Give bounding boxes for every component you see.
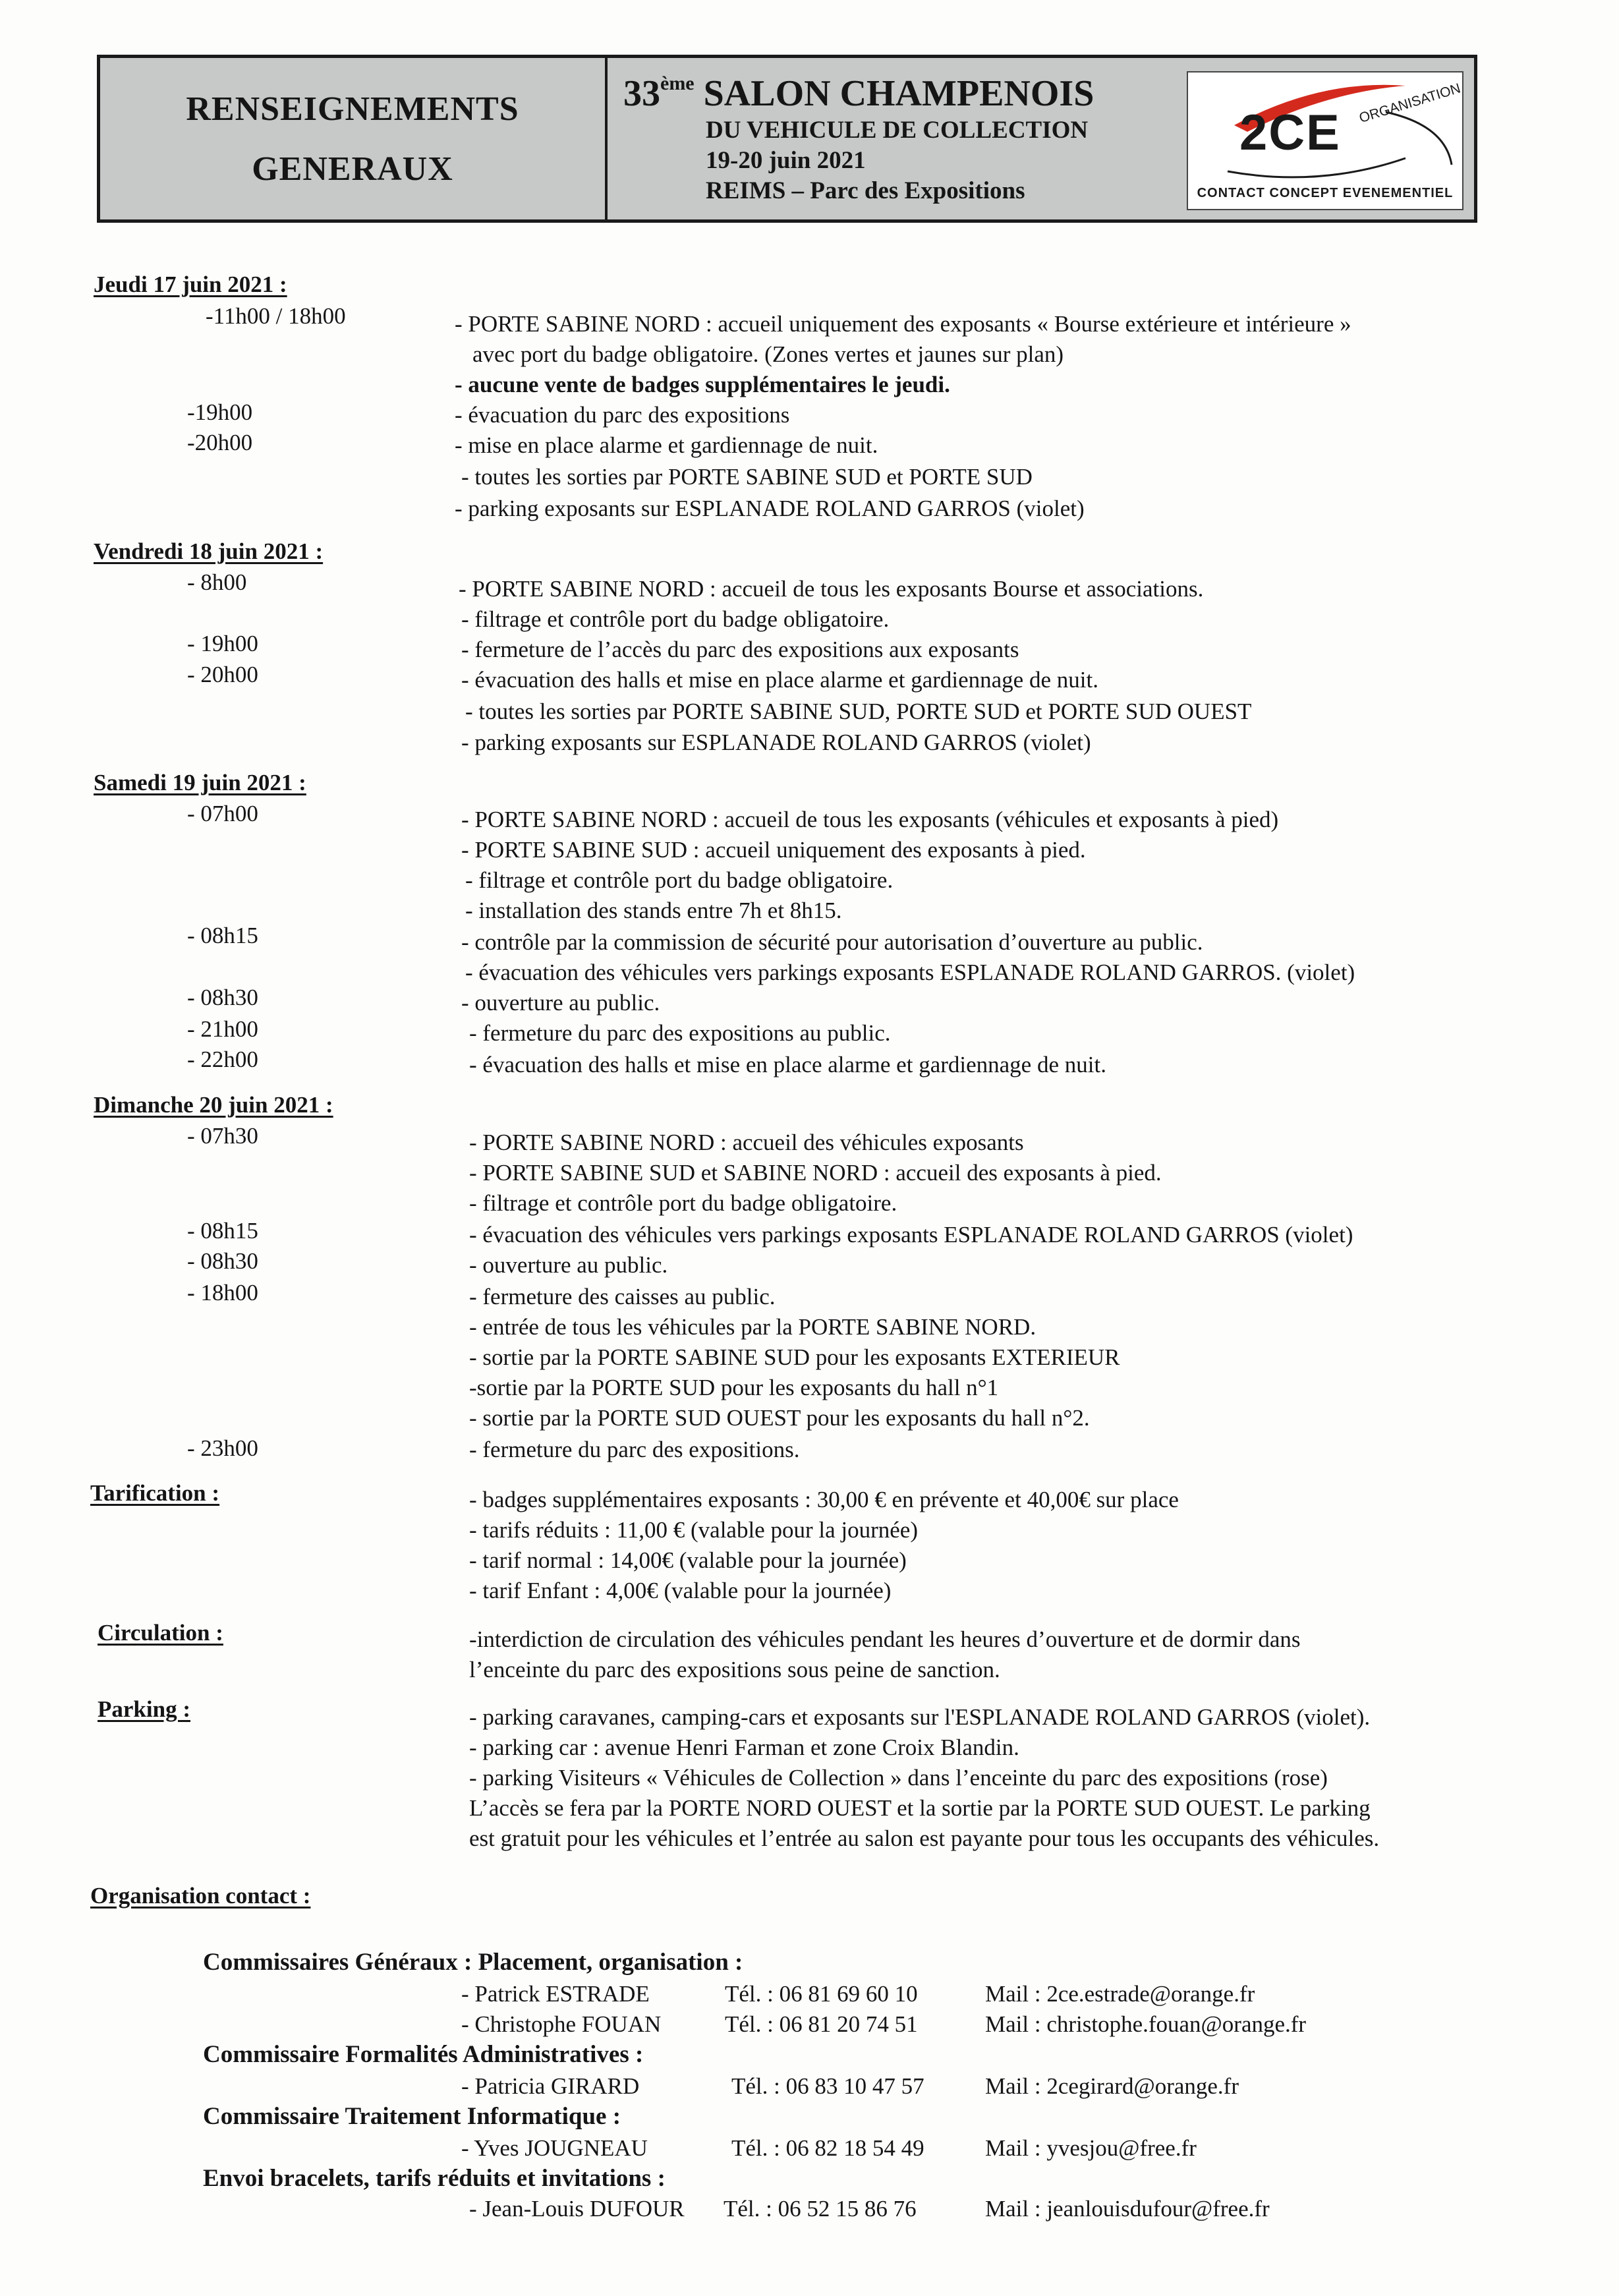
contact-name: - Patricia GIRARD [461, 2073, 640, 2099]
tarif-line: - tarif Enfant : 4,00€ (valable pour la journée) [469, 1578, 892, 1603]
schedule-line: - fermeture du parc des expositions. [469, 1437, 800, 1462]
schedule-line: - toutes les sorties par PORTE SABINE SUD, PORTE SUD et PORTE SUD OUEST [465, 699, 1252, 724]
schedule-line: - sortie par la PORTE SABINE SUD pour les exposants EXTERIEUR [469, 1344, 1120, 1370]
circulation-line: -interdiction de circulation des véhicules pendant les heures d’ouverture et de dormir dans [469, 1626, 1301, 1652]
contact-name: - Yves JOUGNEAU [461, 2135, 648, 2161]
time-label: -19h00 [187, 399, 253, 425]
header-title-line1: RENSEIGNEMENTS [186, 90, 519, 128]
time-label: - 23h00 [187, 1435, 258, 1461]
schedule-line: - PORTE SABINE NORD : accueil des véhicules exposants [469, 1130, 1024, 1155]
contact-email: Mail : christophe.fouan@orange.fr [985, 2011, 1307, 2037]
logo-tag: ORGANISATION [1357, 80, 1463, 127]
contact-phone: Tél. : 06 82 18 54 49 [731, 2135, 924, 2161]
schedule-line: - installation des stands entre 7h et 8h15. [465, 898, 842, 923]
header-event-cell [608, 58, 1184, 219]
event-title: SALON CHAMPENOIS [703, 73, 1094, 114]
header-left-cell [100, 58, 608, 219]
schedule-line: - PORTE SABINE NORD : accueil de tous les exposants Bourse et associations. [459, 576, 1204, 602]
day-title-vendredi: Vendredi 18 juin 2021 : [94, 538, 324, 564]
schedule-line: - filtrage et contrôle port du badge obligatoire. [469, 1190, 897, 1216]
contact-name: - Jean-Louis DUFOUR [469, 2196, 685, 2222]
schedule-line: - entrée de tous les véhicules par la PORTE SABINE NORD. [469, 1314, 1037, 1340]
schedule-line: -sortie par la PORTE SUD pour les exposants du hall n°1 [469, 1375, 999, 1400]
schedule-line: - évacuation des halls et mise en place alarme et gardiennage de nuit. [461, 667, 1098, 693]
time-label: - 8h00 [187, 569, 247, 595]
org-group-heading: Commissaire Formalités Administratives : [203, 2041, 644, 2068]
schedule-line: - contrôle par la commission de sécurité pour autorisation d’ouverture au public. [461, 929, 1203, 955]
schedule-line: - évacuation des halls et mise en place alarme et gardiennage de nuit. [469, 1052, 1106, 1077]
section-title-organisation: Organisation contact : [90, 1883, 311, 1909]
time-label: - 21h00 [187, 1016, 258, 1042]
contact-phone: Tél. : 06 83 10 47 57 [731, 2073, 924, 2099]
contact-name: - Patrick ESTRADE [461, 1981, 650, 2007]
circulation-line: l’enceinte du parc des expositions sous peine de sanction. [469, 1657, 1000, 1682]
day-title-samedi: Samedi 19 juin 2021 : [94, 770, 306, 795]
event-subtitle: DU VEHICULE DE COLLECTION [706, 117, 1089, 144]
day-title-jeudi: Jeudi 17 juin 2021 : [94, 272, 287, 297]
schedule-line: - PORTE SABINE SUD et SABINE NORD : accueil des exposants à pied. [469, 1160, 1162, 1186]
parking-line: L’accès se fera par la PORTE NORD OUEST et la sortie par la PORTE SUD OUEST. Le parking [469, 1795, 1371, 1821]
parking-line: - parking Visiteurs « Véhicules de Collection » dans l’enceinte du parc des expositions (rose) [469, 1765, 1328, 1791]
schedule-line: - PORTE SABINE SUD : accueil uniquement des exposants à pied. [461, 837, 1086, 863]
event-place: REIMS – Parc des Expositions [706, 177, 1025, 204]
organizer-logo [1187, 71, 1463, 210]
time-label: - 07h00 [187, 801, 258, 826]
org-group-heading: Envoi bracelets, tarifs réduits et invitations : [203, 2165, 666, 2192]
schedule-line: avec port du badge obligatoire. (Zones vertes et jaunes sur plan) [472, 341, 1064, 367]
tarif-line: - tarifs réduits : 11,00 € (valable pour la journée) [469, 1517, 918, 1543]
schedule-line: - parking exposants sur ESPLANADE ROLAND GARROS (violet) [461, 730, 1091, 755]
edition-suffix: ème [660, 72, 695, 94]
contact-email: Mail : 2cegirard@orange.fr [985, 2073, 1239, 2099]
schedule-line: - fermeture des caisses au public. [469, 1284, 776, 1309]
time-label: - 20h00 [187, 662, 258, 687]
schedule-line: - PORTE SABINE NORD : accueil de tous les exposants (véhicules et exposants à pied) [461, 807, 1279, 832]
schedule-line: - évacuation du parc des expositions [455, 402, 790, 428]
schedule-line: - évacuation des véhicules vers parkings exposants ESPLANADE ROLAND GARROS (violet) [469, 1222, 1353, 1248]
tarif-line: - badges supplémentaires exposants : 30,00 € en prévente et 40,00€ sur place [469, 1487, 1179, 1512]
event-title-line [623, 62, 1184, 115]
schedule-line-bold: - aucune vente de badges supplémentaires le jeudi. [455, 372, 950, 397]
section-title-circulation: Circulation : [98, 1620, 223, 1646]
schedule-line: - filtrage et contrôle port du badge obligatoire. [465, 867, 894, 893]
schedule-line: - ouverture au public. [461, 990, 660, 1016]
edition-number: 33 [623, 73, 660, 114]
schedule-line: - fermeture de l’accès du parc des expositions aux exposants [461, 637, 1019, 662]
schedule-line: - filtrage et contrôle port du badge obligatoire. [461, 606, 890, 632]
time-label: - 07h30 [187, 1123, 258, 1149]
parking-line: - parking car : avenue Henri Farman et zone Croix Blandin. [469, 1735, 1019, 1760]
day-title-dimanche: Dimanche 20 juin 2021 : [94, 1092, 333, 1118]
parking-line: - parking caravanes, camping-cars et exposants sur l'ESPLANADE ROLAND GARROS (violet). [469, 1704, 1371, 1730]
time-label: - 08h30 [187, 985, 258, 1010]
time-label: - 08h30 [187, 1248, 258, 1274]
time-label: -20h00 [187, 430, 253, 455]
section-title-parking: Parking : [98, 1696, 190, 1722]
time-label: -11h00 / 18h00 [206, 303, 346, 329]
time-label: - 18h00 [187, 1280, 258, 1306]
schedule-line: - mise en place alarme et gardiennage de nuit. [455, 432, 878, 458]
schedule-line: - PORTE SABINE NORD : accueil uniquement des exposants « Bourse extérieure et intérieure » [455, 311, 1351, 337]
header-logo-cell [1184, 58, 1474, 219]
schedule-line: - parking exposants sur ESPLANADE ROLAND GARROS (violet) [455, 496, 1085, 521]
parking-line: est gratuit pour les véhicules et l’entrée au salon est payante pour tous les occupants des véhicules. [469, 1825, 1380, 1851]
contact-name: - Christophe FOUAN [461, 2011, 662, 2037]
tarif-line: - tarif normal : 14,00€ (valable pour la journée) [469, 1547, 907, 1573]
logo-text: 2CE [1239, 105, 1341, 161]
contact-email: Mail : 2ce.estrade@orange.fr [985, 1981, 1255, 2007]
section-title-tarification: Tarification : [90, 1480, 220, 1506]
org-group-heading: Commissaires Généraux : Placement, organisation : [203, 1949, 743, 1976]
contact-email: Mail : jeanlouisdufour@free.fr [985, 2196, 1270, 2222]
time-label: - 08h15 [187, 1218, 258, 1244]
schedule-line: - sortie par la PORTE SUD OUEST pour les exposants du hall n°2. [469, 1405, 1090, 1431]
logo-subtitle: CONTACT CONCEPT EVENEMENTIEL [1197, 186, 1454, 200]
contact-email: Mail : yvesjou@free.fr [985, 2135, 1197, 2161]
document-header [97, 55, 1477, 223]
header-title-line2: GENERAUX [252, 150, 453, 188]
schedule-line: - toutes les sorties par PORTE SABINE SUD et PORTE SUD [461, 464, 1033, 490]
contact-phone: Tél. : 06 81 69 60 10 [725, 1981, 918, 2007]
schedule-line: - ouverture au public. [469, 1252, 668, 1278]
contact-phone: Tél. : 06 81 20 74 51 [725, 2011, 918, 2037]
time-label: - 22h00 [187, 1047, 258, 1072]
schedule-line: - fermeture du parc des expositions au public. [469, 1020, 891, 1046]
event-dates: 19-20 juin 2021 [706, 147, 866, 174]
time-label: - 08h15 [187, 923, 258, 948]
org-group-heading: Commissaire Traitement Informatique : [203, 2103, 621, 2130]
schedule-line: - évacuation des véhicules vers parkings exposants ESPLANADE ROLAND GARROS. (violet) [465, 960, 1355, 985]
contact-phone: Tél. : 06 52 15 86 76 [724, 2196, 917, 2222]
time-label: - 19h00 [187, 631, 258, 656]
